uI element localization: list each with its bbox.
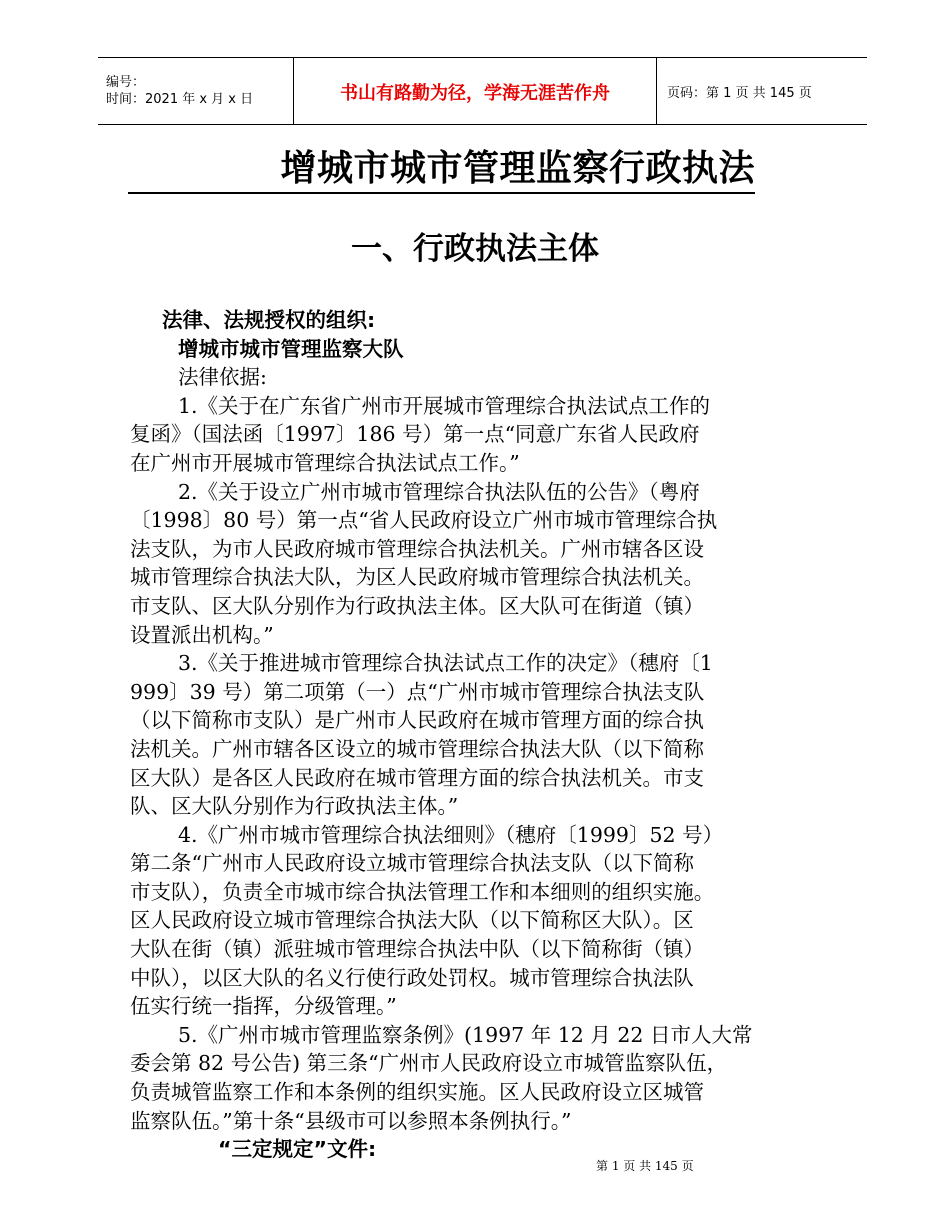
body-line: 法律依据:: [178, 365, 267, 390]
header-page-info: 页码：第 1 页 共 145 页: [667, 85, 812, 101]
body-line: “三定规定”文件:: [218, 1137, 377, 1162]
body-line: 区人民政府设立城市管理综合执法大队（以下简称区大队）。区: [130, 908, 694, 933]
body-line: 法支队，为市人民政府城市管理综合执法机关。广州市辖各区设: [130, 536, 704, 561]
header-meta: [98, 58, 294, 124]
body-line: 市支队），负责全市城市综合执法管理工作和本细则的组织实施。: [130, 879, 715, 904]
page-footer: 第 1 页 共 145 页: [596, 1159, 694, 1173]
section-heading: 一、行政执法主体: [351, 231, 599, 267]
body-line: 3.《关于推进城市管理综合执法试点工作的决定》（穗府〔1: [178, 651, 713, 676]
body-line: 委会第 82 号公告) 第三条“广州市人民政府设立市城管监察队伍，: [130, 1051, 728, 1076]
body-line: 法机关。广州市辖各区设立的城市管理综合执法大队（以下简称: [130, 736, 704, 761]
body-line: 队、区大队分别作为行政执法主体。”: [130, 794, 459, 819]
document-body: [130, 306, 840, 1164]
body-line: 1.《关于在广东省广州市开展城市管理综合执法试点工作的: [178, 393, 711, 418]
body-line: 负责城管监察工作和本条例的组织实施。区人民政府设立区城管: [130, 1080, 704, 1105]
body-line: 城市管理综合执法大队，为区人民政府城市管理综合执法机关。: [130, 565, 704, 590]
body-line: 999〕39 号）第二项第（一）点“广州市城市管理综合执法支队: [130, 679, 705, 704]
body-line: 大队在街（镇）派驻城市管理综合执法中队（以下简称街（镇）: [130, 937, 704, 962]
page-header: [98, 57, 867, 125]
body-line: 增城市城市管理监察大队: [178, 336, 404, 361]
body-line: 法律、法规授权的组织:: [162, 308, 376, 332]
document-number-label: 编号：: [106, 75, 146, 90]
body-line: 4.《广州市城市管理综合执法细则》（穗府〔1999〕52 号）: [178, 822, 724, 847]
body-line: 伍实行统一指挥，分级管理。”: [130, 994, 397, 1019]
body-line: 区大队）是各区人民政府在城市管理方面的综合执法机关。市支: [130, 765, 704, 790]
body-line: 市支队、区大队分别作为行政执法主体。区大队可在街道（镇）: [130, 593, 704, 618]
body-line: 复函》（国法函〔1997〕186 号）第一点“同意广东省人民政府: [130, 422, 700, 447]
body-line: 中队），以区大队的名义行使行政处罚权。城市管理综合执法队: [130, 965, 694, 990]
body-line: 第二条“广州市人民政府设立城市管理综合执法支队（以下简称: [130, 851, 694, 876]
body-line: 〔1998〕80 号）第一点“省人民政府设立广州市城市管理综合执: [130, 508, 718, 533]
header-slogan: 书山有路勤为径，学海无涯苦作舟: [294, 58, 657, 124]
document-time-label: 时间：2021 年 x 月 x 日: [106, 92, 254, 107]
body-line: 5.《广州市城市管理监察条例》(1997 年 12 月 22 日市人大常: [178, 1022, 753, 1047]
body-line: 监察队伍。”第十条“县级市可以参照本条例执行。”: [130, 1108, 572, 1133]
body-line: （以下简称市支队）是广州市人民政府在城市管理方面的综合执: [130, 708, 704, 733]
body-line: 在广州市开展城市管理综合执法试点工作。”: [130, 450, 520, 475]
document-title: 增城市城市管理监察行政执法: [128, 146, 755, 194]
body-line: 设置派出机构。”: [130, 622, 274, 647]
body-line: 2.《关于设立广州市城市管理综合执法队伍的公告》（粤府: [178, 479, 700, 504]
